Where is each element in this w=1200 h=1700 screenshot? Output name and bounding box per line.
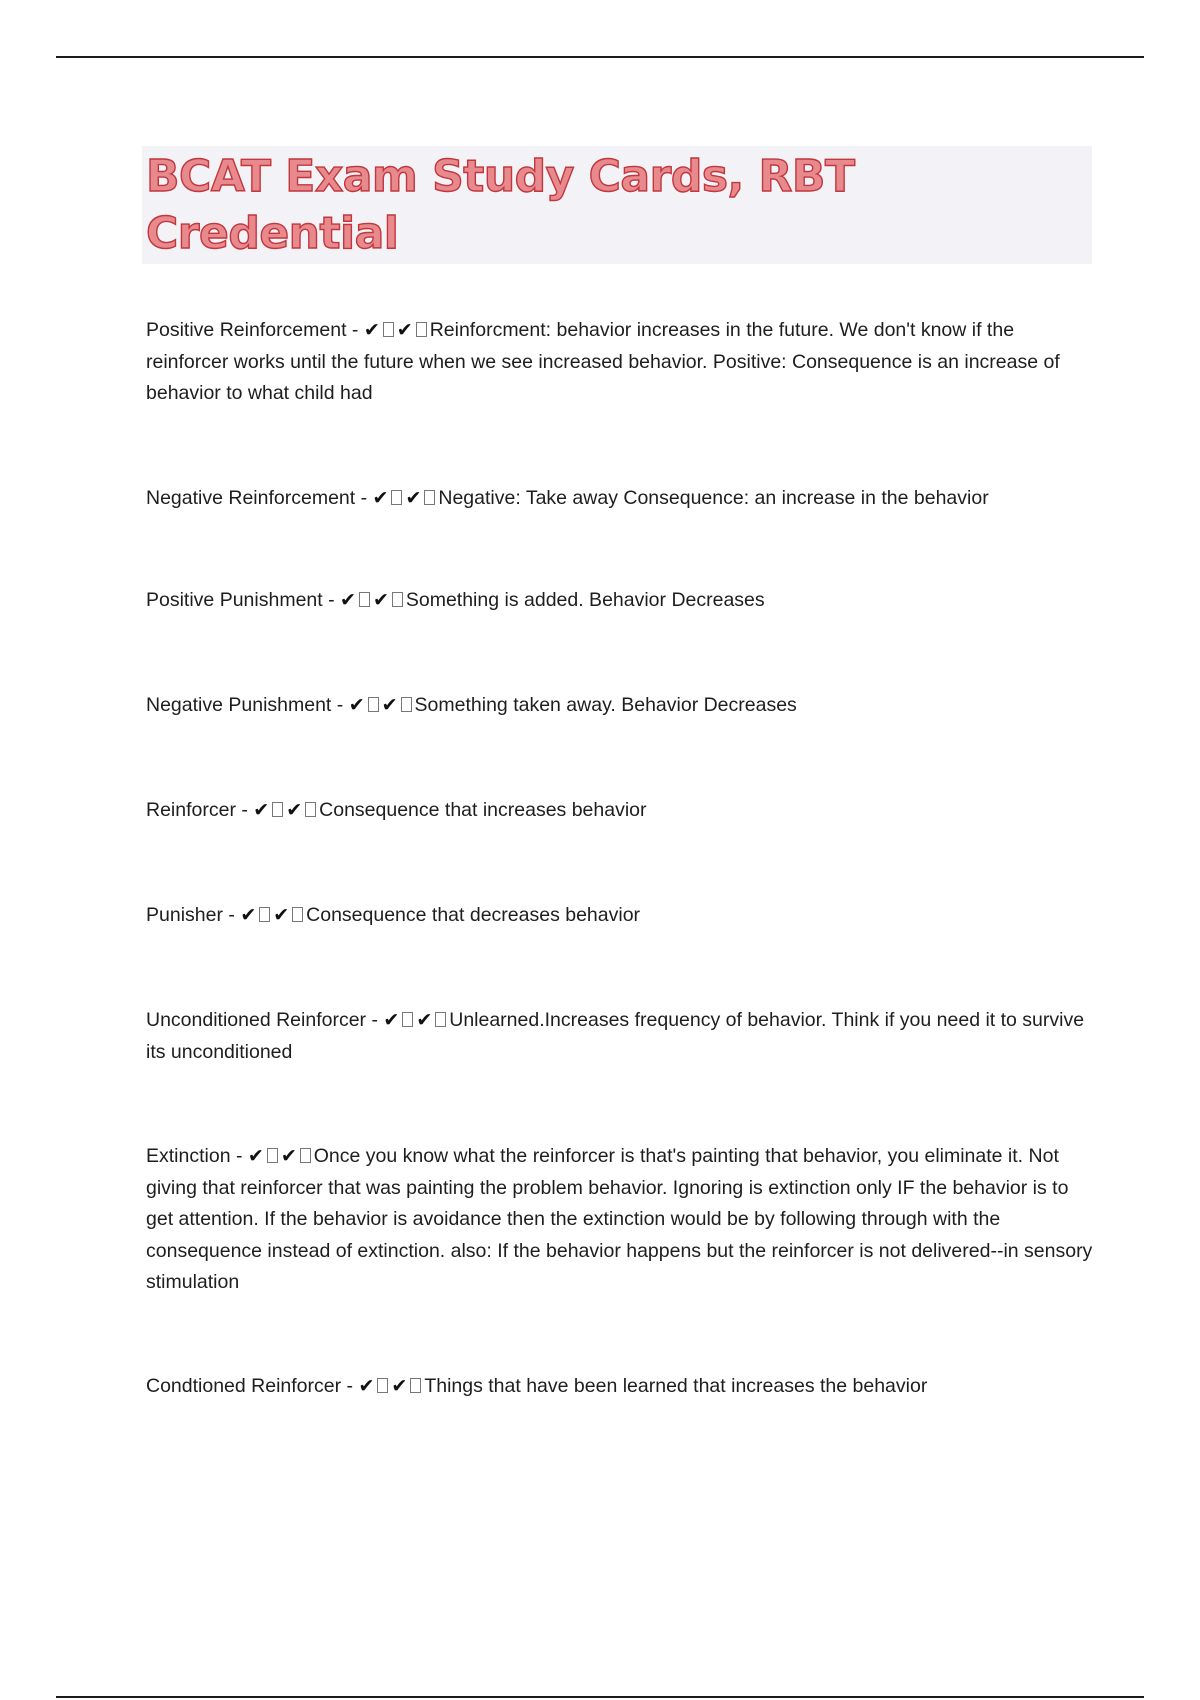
check-icon: ✔	[286, 799, 303, 821]
checkbox-icon	[391, 490, 402, 505]
check-icon: ✔	[273, 904, 290, 926]
study-card	[146, 900, 1096, 932]
card-term: Negative Reinforcement	[146, 487, 356, 509]
term-separator: -	[366, 1009, 384, 1031]
checkbox-icon	[272, 802, 283, 817]
study-card	[146, 585, 1096, 617]
checkbox-icon	[292, 907, 303, 922]
study-card	[146, 690, 1096, 722]
checkbox-icon	[416, 322, 427, 337]
term-separator: -	[230, 1145, 248, 1167]
study-card	[146, 315, 1096, 410]
checkbox-icon	[359, 592, 370, 607]
card-term: Positive Reinforcement	[146, 319, 347, 341]
card-answer: Things that have been learned that increases the behavior	[424, 1375, 928, 1397]
header-rule	[56, 56, 1144, 58]
checkbox-icon	[392, 592, 403, 607]
checkbox-icon	[383, 322, 394, 337]
card-answer: Something is added. Behavior Decreases	[405, 589, 765, 611]
card-term: Negative Punishment	[146, 694, 332, 716]
footer-rule	[56, 1696, 1144, 1698]
check-icon: ✔	[363, 319, 380, 341]
checkbox-icon	[305, 802, 316, 817]
checkbox-icon	[259, 907, 270, 922]
checkbox-icon	[377, 1378, 388, 1393]
check-icon: ✔	[405, 487, 422, 509]
checkbox-icon	[424, 490, 435, 505]
term-separator: -	[331, 694, 349, 716]
check-icon: ✔	[348, 694, 365, 716]
term-separator: -	[346, 319, 364, 341]
checkbox-icon	[410, 1378, 421, 1393]
document-title: BCAT Exam Study Cards, RBT Credential	[146, 151, 855, 259]
check-icon: ✔	[340, 589, 356, 611]
checkbox-icon	[435, 1012, 446, 1027]
card-term: Reinforcer	[146, 799, 236, 821]
check-icon: ✔	[372, 487, 389, 509]
card-answer: Something taken away. Behavior Decreases	[414, 694, 797, 716]
card-answer: Once you know what the reinforcer is that's painting that behavior, you eliminate it. Not giving that reinforcer that was painting the problem behavior. Ignoring is extinction only IF the behavior is to get attention. If the behavior is avoidance then the extinction would be by following through with the consequence instead of extinction. also: If the behavior happens but the reinforcer is not delivered--in sensory stimulation	[146, 1145, 1093, 1293]
card-term: Positive Punishment	[146, 589, 323, 611]
checkbox-icon	[300, 1148, 311, 1163]
check-icon: ✔	[372, 589, 389, 611]
checkbox-icon	[267, 1148, 278, 1163]
check-icon: ✔	[253, 799, 270, 821]
card-answer: Negative: Take away Consequence: an increase in the behavior	[438, 487, 989, 509]
check-icon: ✔	[240, 904, 257, 926]
term-separator: -	[222, 904, 241, 926]
study-card	[146, 795, 1096, 827]
card-term: Punisher	[146, 904, 223, 926]
check-icon: ✔	[358, 1375, 375, 1397]
study-card	[146, 1371, 1096, 1403]
checkbox-icon	[402, 1012, 413, 1027]
checkbox-icon	[401, 697, 412, 712]
card-term: Extinction	[146, 1145, 231, 1167]
card-term: Unconditioned Reinforcer	[146, 1009, 367, 1031]
card-answer: Unlearned.Increases frequency of behavior. Think if you need it to survive its unconditioned	[146, 1009, 1085, 1063]
study-card	[146, 483, 1096, 515]
study-card	[146, 1141, 1096, 1299]
card-answer: Reinforcment: behavior increases in the future. We don't know if the reinforcer works until the future when we see increased behavior. Positive: Consequence is an increase of behavior to what child had	[146, 319, 1060, 404]
term-separator: -	[355, 487, 373, 509]
check-icon: ✔	[280, 1145, 297, 1167]
check-icon: ✔	[396, 319, 413, 341]
study-card	[146, 1005, 1096, 1068]
term-separator: -	[322, 589, 341, 611]
card-answer: Consequence that decreases behavior	[306, 904, 641, 926]
check-icon: ✔	[383, 1009, 400, 1031]
card-term: Condtioned Reinforcer	[146, 1375, 342, 1397]
card-answer: Consequence that increases behavior	[319, 799, 647, 821]
check-icon: ✔	[247, 1145, 264, 1167]
term-separator: -	[341, 1375, 359, 1397]
term-separator: -	[235, 799, 254, 821]
check-icon: ✔	[381, 694, 398, 716]
check-icon: ✔	[416, 1009, 433, 1031]
checkbox-icon	[368, 697, 379, 712]
check-icon: ✔	[391, 1375, 408, 1397]
